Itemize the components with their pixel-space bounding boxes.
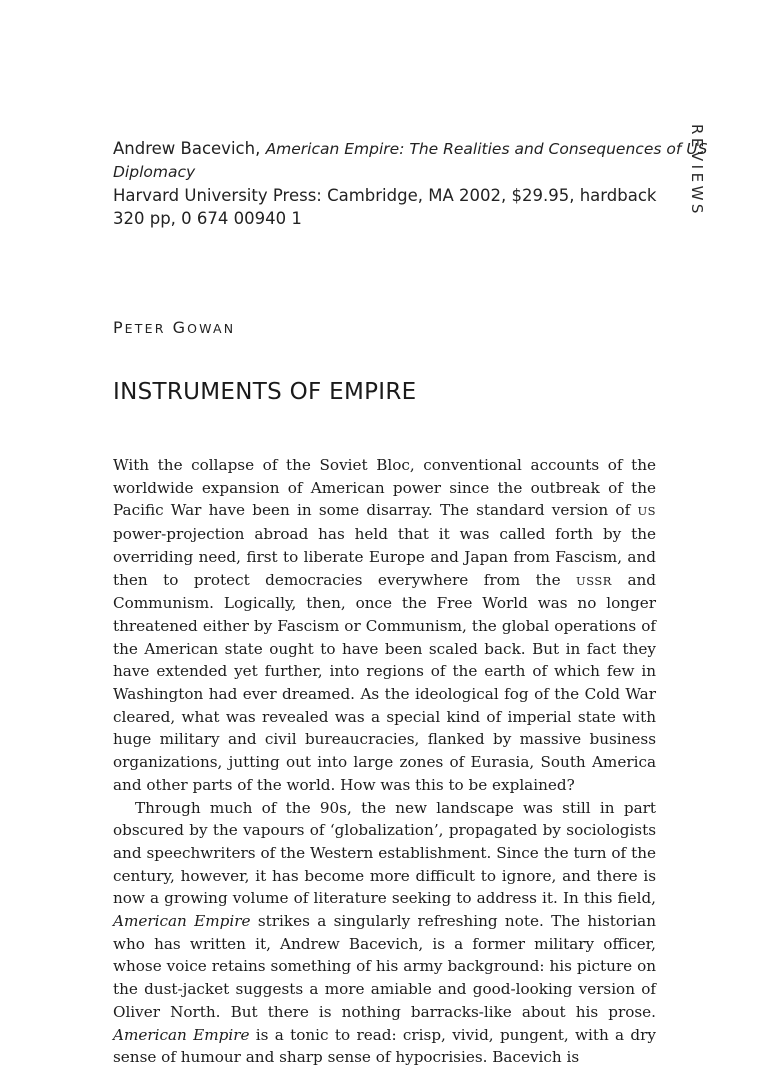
article-title: INSTRUMENTS OF EMPIRE [113, 379, 417, 405]
citation-line-1 [113, 137, 708, 161]
article-body [113, 454, 656, 1069]
book-publisher: Harvard University Press: Cambridge, MA 2002, $29.95, hardback [113, 186, 657, 205]
section-label: REVIEWS [688, 124, 706, 217]
paragraph-2: Through much of the 90s, the new landscape was still in part obscured by the vapours of ‘globalization’, propagated by sociologists and speechwriters of the Western establishment. Since the turn of the century, however, it has become more difficult to ignore, and there is now a growing volume of literature seeking to address it. In this field, American Empire strikes a singularly refreshing note. The historian who has written it, Andrew Bacevich, is a former military officer, whose voice retains something of his army background: his picture on the dust-jacket suggests a more amiable and good-looking version of Oliver North. But there is nothing barracks-like about his prose. American Empire is a tonic to read: crisp, vivid, pungent, with a dry sense of humour and sharp sense of hypocrisies. Bacevich is [113, 798, 657, 1067]
book-title: American Empire: The Realities and Consequences of US [265, 140, 708, 158]
book-details: 320 pp, 0 674 00940 1 [113, 209, 302, 228]
paragraph-1: With the collapse of the Soviet Bloc, conventional accounts of the worldwide expansion of American power since the outbreak of the Pacific War have been in some disarray. The standard version of US power-projection abroad has held that it was called forth by the overriding need, first to liberate Europe and Japan from Fascism, and then to protect democracies everywhere from the USSR and Communism. Logically, then, once the Free World was no longer threatened either by Fascism or Communism, the global operations of the American state ought to have been scaled back. But in fact they have extended yet further, into regions of the earth of which few in Washington had ever dreamed. As the ideological fog of the Cold War cleared, what was revealed was a special kind of imperial state with huge military and civil bureaucracies, flanked by massive business organizations, jutting out into large zones of Eurasia, South America and other parts of the world. How was this to be explained? [113, 456, 657, 794]
reviewer-name: PETER GOWAN [113, 318, 236, 337]
book-title-continued: Diplomacy [113, 163, 196, 181]
book-author: Andrew Bacevich, [113, 139, 261, 158]
